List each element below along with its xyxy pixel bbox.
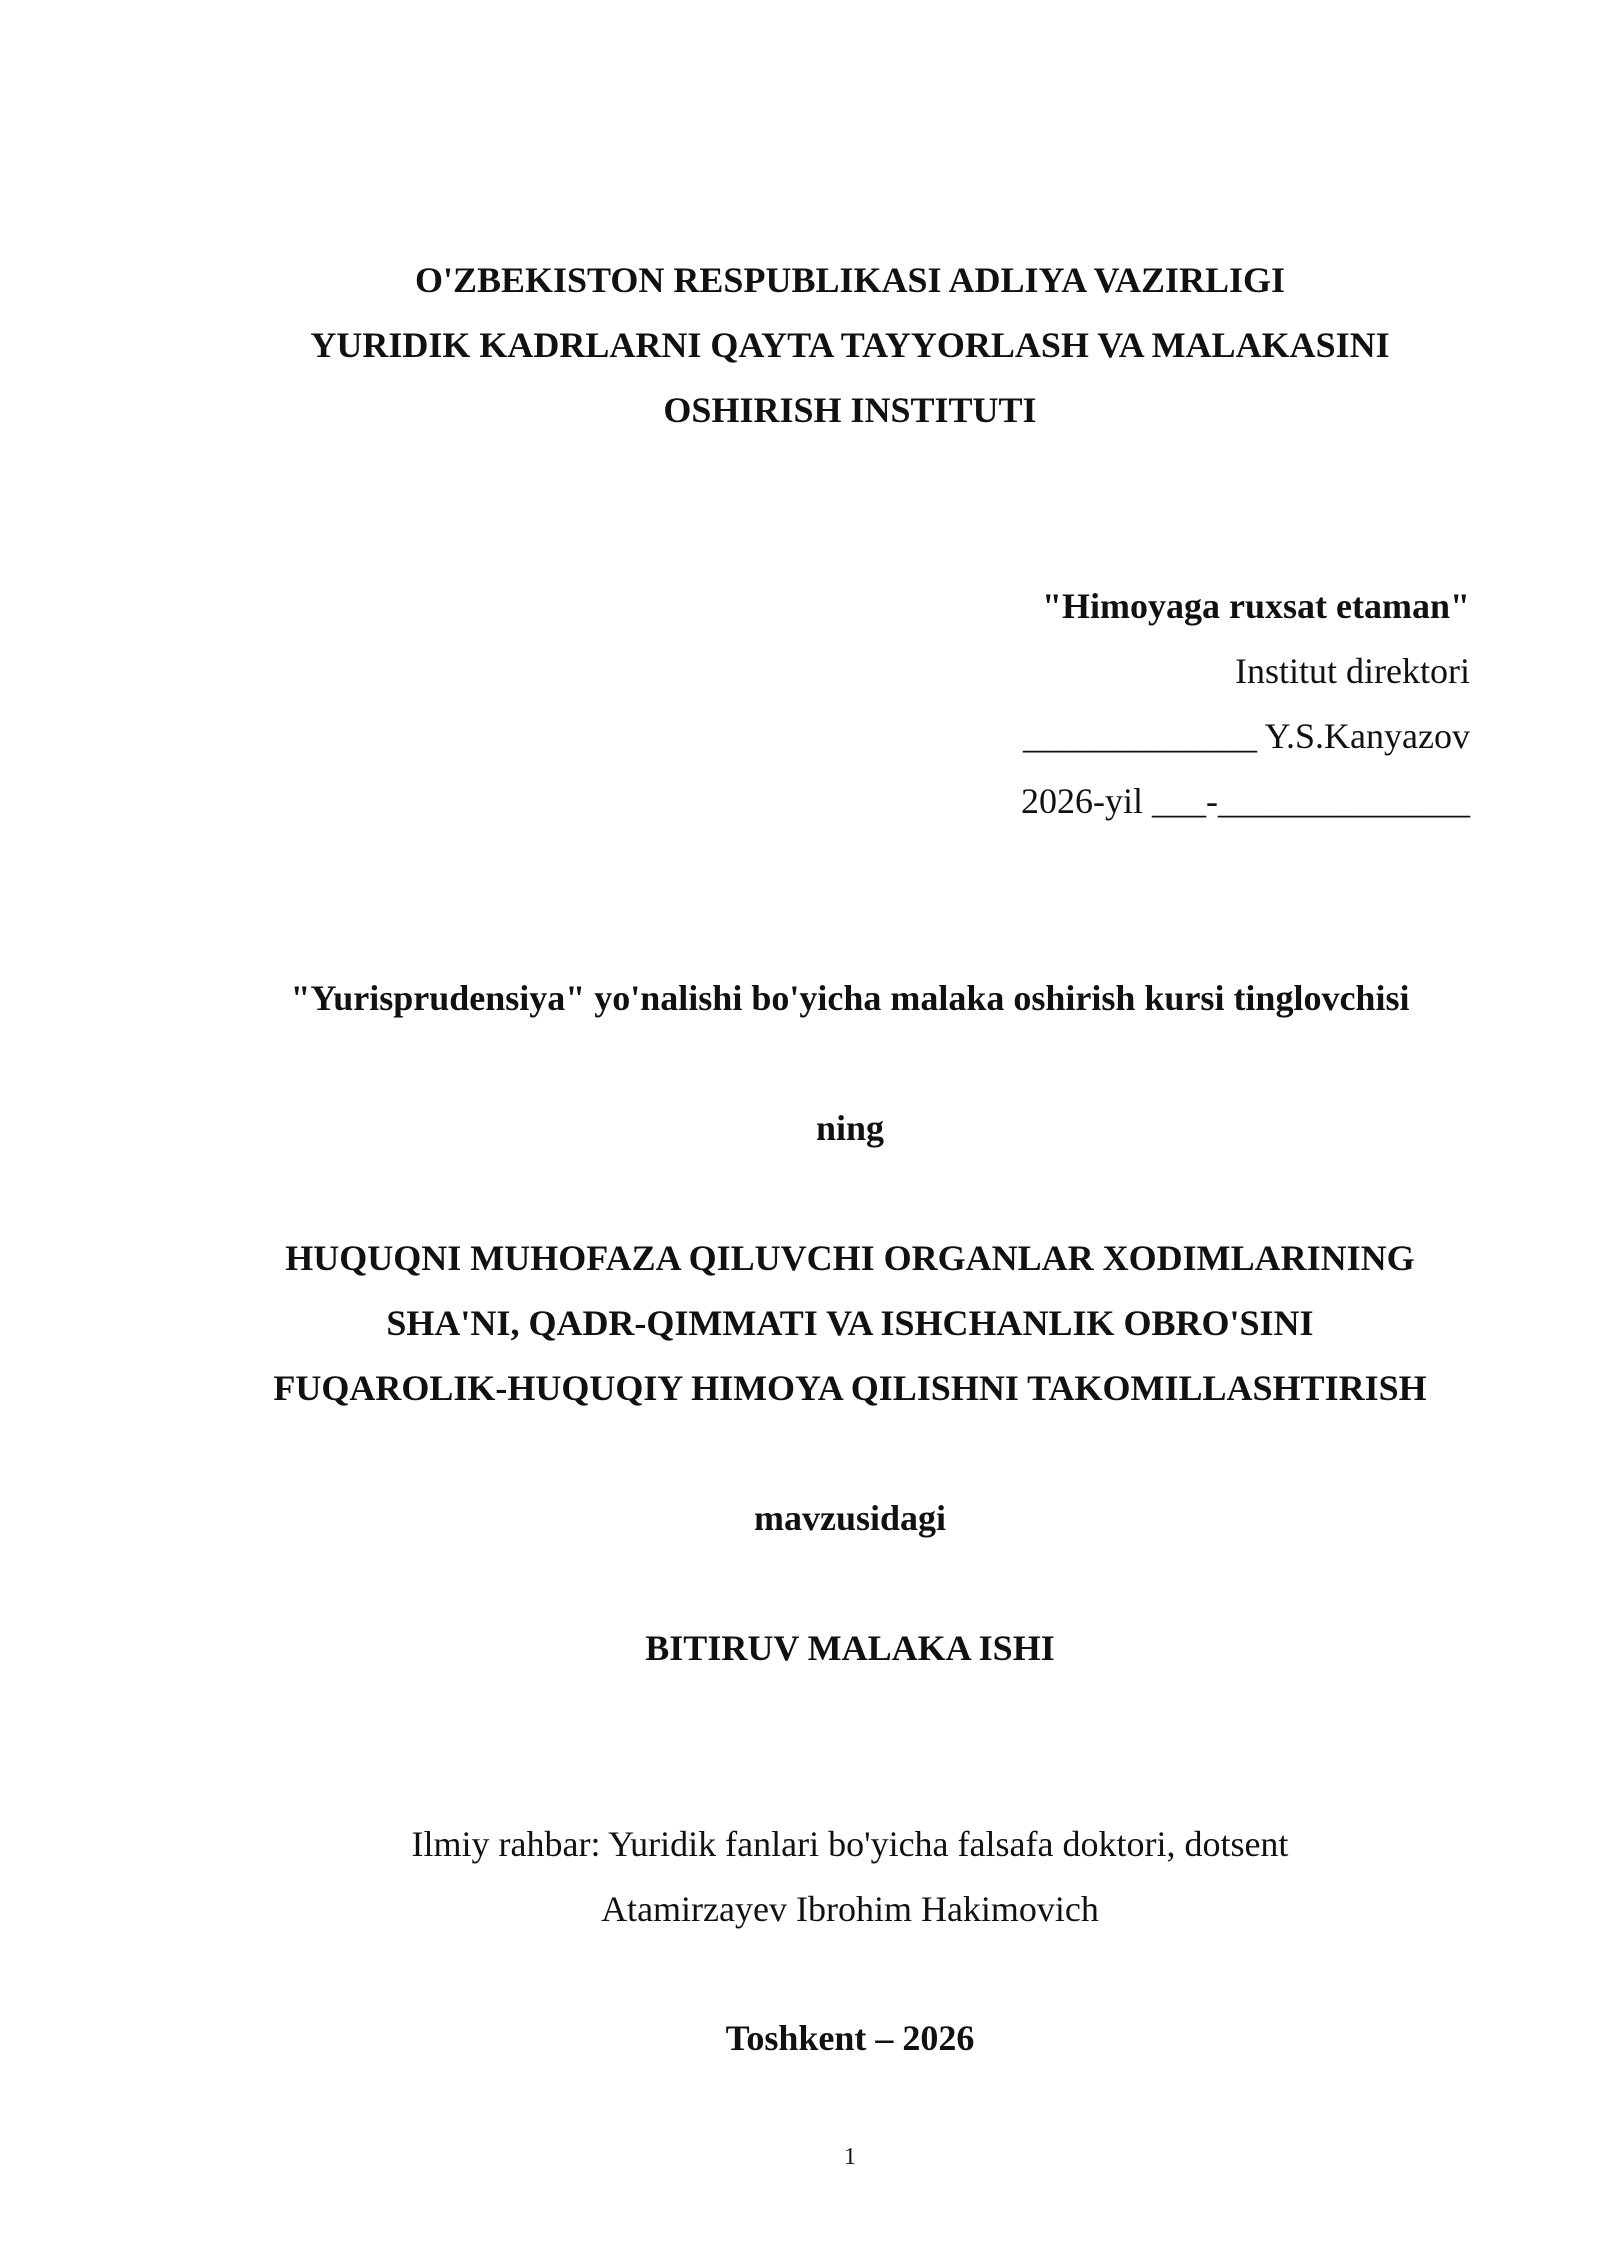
- course-line-text: "Yurisprudensiya" yo'nalishi bo'yicha malaka oshirish kursi tinglovchisi: [290, 978, 1410, 1018]
- approval-title: "Himoyaga ruxsat etaman": [1042, 586, 1470, 626]
- approval-date-line: 2026-yil ___-______________: [1021, 781, 1470, 821]
- approval-position: Institut direktori: [1235, 651, 1470, 691]
- header-line-institute-1: YURIDIK KADRLARNI QAYTA TAYYORLASH VA MALAKASINI: [310, 325, 1390, 365]
- mavzusidagi-connector: [160, 1486, 1540, 1551]
- ministry-header: [160, 248, 1540, 443]
- ning-connector: [160, 1096, 1540, 1161]
- city-year: [160, 2006, 1540, 2071]
- ning-text: ning: [815, 1108, 885, 1148]
- city-year-text: Toshkent – 2026: [725, 2018, 975, 2058]
- topic-line-2: SHA'NI, QADR-QIMMATI VA ISHCHANLIK OBRO'SINI: [386, 1303, 1314, 1343]
- approval-stamp-block: [770, 574, 1470, 834]
- thesis-type: [160, 1616, 1540, 1681]
- topic-line-3: FUQAROLIK-HUQUQIY HIMOYA QILISHNI TAKOMILLASHTIRISH: [273, 1368, 1427, 1408]
- header-line-ministry: O'ZBEKISTON RESPUBLIKASI ADLIYA VAZIRLIGI: [414, 260, 1285, 300]
- thesis-topic: [160, 1226, 1540, 1421]
- page-number: 1: [844, 2144, 856, 2170]
- header-line-institute-2: OSHIRISH INSTITUTI: [663, 390, 1037, 430]
- thesis-type-text: BITIRUV MALAKA ISHI: [645, 1628, 1055, 1668]
- advisor-line-1: Ilmiy rahbar: Yuridik fanlari bo'yicha falsafa doktori, dotsent: [411, 1824, 1289, 1864]
- scientific-advisor: [160, 1812, 1540, 1942]
- advisor-line-2: Atamirzayev Ibrohim Hakimovich: [601, 1889, 1099, 1929]
- mavzusidagi-text: mavzusidagi: [753, 1498, 947, 1538]
- course-description: [160, 966, 1540, 1031]
- topic-line-1: HUQUQNI MUHOFAZA QILUVCHI ORGANLAR XODIMLARINING: [285, 1238, 1415, 1278]
- approval-signature-line: _____________ Y.S.Kanyazov: [1023, 716, 1470, 756]
